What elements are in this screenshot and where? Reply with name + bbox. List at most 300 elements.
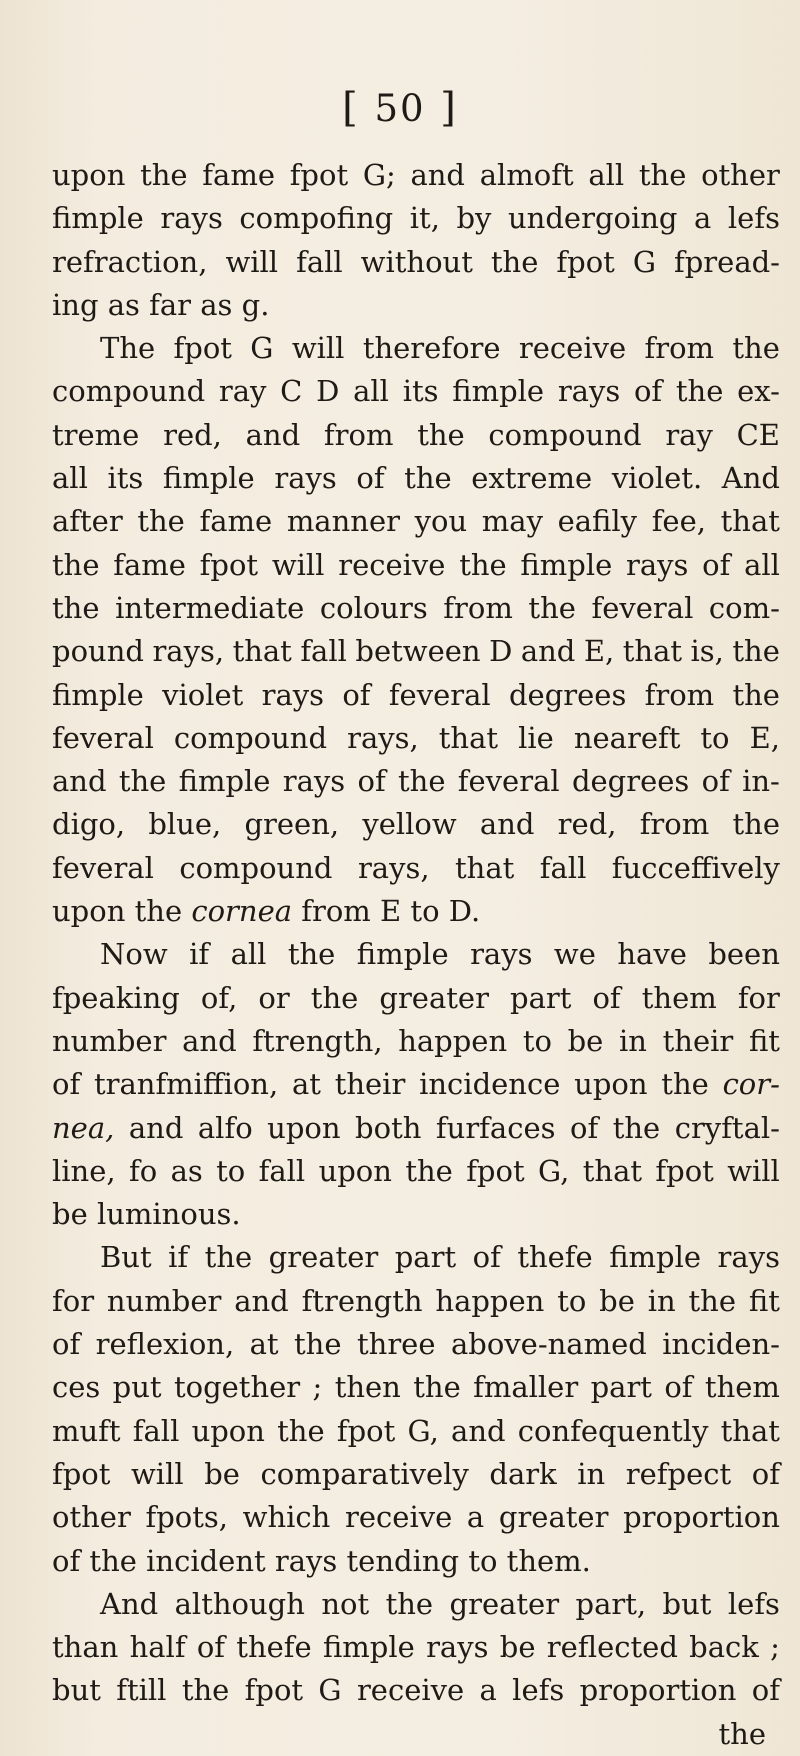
- word: the: [413, 1370, 461, 1405]
- word: manner: [286, 504, 400, 539]
- word: compound: [52, 374, 206, 409]
- text-line: [52, 1063, 780, 1106]
- text-line: [52, 674, 780, 717]
- word: luminous.: [96, 1197, 241, 1232]
- word: than: [52, 1630, 119, 1665]
- word: them.: [506, 1543, 591, 1578]
- word: and: [182, 1023, 237, 1058]
- word: will: [727, 1153, 780, 1188]
- word: fpot: [466, 1153, 525, 1188]
- word: And: [721, 461, 780, 496]
- word: fall: [300, 634, 347, 669]
- word: fpeaking: [52, 980, 180, 1015]
- word: their: [662, 1023, 734, 1058]
- word: red,: [557, 807, 617, 842]
- word: C: [280, 374, 303, 409]
- word: of: [472, 1240, 501, 1275]
- word: colours: [319, 590, 428, 625]
- word: its: [107, 461, 144, 496]
- word: have: [617, 937, 687, 972]
- word: degrees: [571, 764, 690, 799]
- word: fimple: [178, 764, 271, 799]
- word: of: [196, 1630, 226, 1665]
- text-line: [52, 1150, 780, 1193]
- word: violet: [162, 677, 244, 712]
- word: be: [204, 1456, 240, 1491]
- word: the: [459, 547, 507, 582]
- word: upon: [574, 1067, 648, 1102]
- text-line: [52, 1280, 780, 1323]
- word: to: [216, 1153, 246, 1188]
- word: to: [557, 1283, 587, 1318]
- word: G: [318, 1673, 342, 1708]
- word: greater: [449, 1586, 560, 1621]
- word: fmaller: [473, 1370, 579, 1405]
- word: rays: [282, 764, 346, 799]
- word: as: [170, 1153, 203, 1188]
- word: the: [404, 461, 452, 496]
- word: other: [701, 158, 780, 192]
- word: that: [438, 720, 499, 755]
- text-line: [52, 1107, 780, 1150]
- text-line: [52, 154, 780, 197]
- word: therefore: [362, 331, 501, 366]
- word: it,: [409, 201, 440, 236]
- word: Now: [100, 937, 168, 972]
- word: far: [149, 287, 201, 322]
- word: been: [708, 937, 780, 972]
- word: at: [249, 1327, 279, 1362]
- word: feveral: [591, 590, 694, 625]
- word: part: [510, 980, 572, 1015]
- word: compound: [179, 850, 333, 885]
- word: the: [310, 980, 359, 1015]
- word: or: [258, 980, 290, 1015]
- word: rays: [274, 461, 337, 496]
- word: refraction,: [52, 244, 208, 279]
- word: from: [323, 417, 394, 452]
- text-line: [52, 1236, 780, 1279]
- word: be: [599, 1283, 635, 1318]
- word: but: [52, 1673, 101, 1708]
- word: fit: [748, 1283, 780, 1318]
- word: of: [52, 1067, 81, 1102]
- word: three: [356, 1327, 436, 1362]
- word: fpots,: [145, 1500, 228, 1535]
- word: half: [129, 1630, 186, 1665]
- word: the: [612, 1110, 661, 1145]
- word: rays,: [152, 634, 225, 669]
- word: fall: [132, 1413, 180, 1448]
- text-line: [52, 587, 780, 630]
- word: its: [402, 374, 439, 409]
- word: cornea: [191, 894, 302, 929]
- word: fpot: [52, 1456, 111, 1491]
- word: confequently: [517, 1413, 709, 1448]
- word: the: [718, 1716, 766, 1751]
- word: compofing: [239, 201, 394, 236]
- word: the: [661, 1067, 709, 1102]
- word: as: [107, 287, 150, 322]
- word: other: [52, 1500, 131, 1535]
- word: part: [590, 1370, 652, 1405]
- word: fpot: [173, 331, 232, 366]
- word: neareft: [573, 720, 681, 755]
- word: upon: [318, 1153, 392, 1188]
- text-line: [52, 847, 780, 890]
- word: them: [641, 980, 717, 1015]
- text-line: [52, 327, 780, 370]
- word: the: [732, 331, 780, 366]
- word: incidence: [419, 1067, 561, 1102]
- word: receive: [518, 331, 627, 366]
- word: all: [353, 374, 389, 409]
- word: part: [394, 1240, 457, 1275]
- word: the: [732, 807, 780, 842]
- word: of: [701, 764, 730, 799]
- word: all: [588, 158, 625, 192]
- word: in: [577, 1456, 606, 1491]
- word: of: [751, 1673, 780, 1708]
- word: for: [52, 1283, 95, 1318]
- word: be: [567, 1023, 604, 1058]
- word: if: [168, 1240, 189, 1275]
- word: the: [181, 1673, 230, 1708]
- page-number: [0, 86, 800, 131]
- word: the: [89, 1543, 147, 1578]
- word: and: [451, 1413, 506, 1448]
- word: is,: [690, 634, 724, 669]
- word: you: [414, 504, 468, 539]
- word: feveral: [457, 764, 560, 799]
- word: and: [520, 634, 576, 669]
- word: thefe: [236, 1630, 312, 1665]
- word: refpect: [625, 1456, 732, 1491]
- word: line,: [52, 1153, 116, 1188]
- word: D: [316, 374, 340, 409]
- word: fame: [113, 547, 186, 582]
- word: dark: [489, 1456, 557, 1491]
- word: that: [232, 634, 292, 669]
- word: ftrength: [301, 1283, 423, 1318]
- word: the: [137, 504, 185, 539]
- text-line: [52, 1713, 780, 1756]
- word: fimple: [452, 374, 545, 409]
- word: for: [737, 980, 780, 1015]
- word: g.: [241, 287, 270, 322]
- text-line: [52, 500, 780, 543]
- word: in: [647, 1283, 676, 1318]
- word: a: [466, 1500, 485, 1535]
- word: ces: [52, 1370, 101, 1405]
- word: in-: [742, 764, 780, 799]
- word: yellow: [362, 807, 457, 842]
- word: rays: [261, 677, 325, 712]
- word: both: [355, 1110, 422, 1145]
- word: fee,: [651, 504, 706, 539]
- word: E,: [583, 634, 615, 669]
- word: the: [134, 894, 192, 929]
- word: to: [410, 894, 449, 929]
- word: of: [592, 980, 621, 1015]
- word: be: [52, 1197, 97, 1232]
- word: comparatively: [260, 1456, 469, 1491]
- word: the: [294, 1327, 342, 1362]
- word: and: [410, 158, 465, 192]
- word: the: [52, 547, 100, 582]
- text-line: [52, 457, 780, 500]
- word: E,: [749, 720, 780, 755]
- text-line: [52, 1193, 780, 1236]
- word: will: [291, 331, 345, 366]
- word: rays: [426, 1630, 489, 1665]
- word: reflexion,: [95, 1327, 235, 1362]
- word: nea,: [52, 1110, 115, 1145]
- word: G,: [407, 1413, 439, 1448]
- word: fall: [539, 850, 587, 885]
- word: furfaces: [435, 1110, 556, 1145]
- word: lefs: [727, 201, 780, 236]
- word: as: [200, 287, 242, 322]
- word: that: [622, 634, 683, 669]
- word: ftill: [116, 1673, 167, 1708]
- word: of: [664, 1370, 693, 1405]
- text-line: [52, 370, 780, 413]
- word: that: [720, 504, 780, 539]
- text-line: [52, 933, 780, 976]
- word: red,: [163, 417, 222, 452]
- word: number: [52, 1023, 167, 1058]
- word: proportion: [579, 1673, 737, 1708]
- text-line: [52, 1366, 780, 1409]
- body-text: [52, 154, 780, 1756]
- word: and: [128, 1110, 184, 1145]
- word: D.: [448, 894, 481, 929]
- word: and: [245, 417, 301, 452]
- word: part,: [575, 1586, 647, 1621]
- word: number: [106, 1283, 222, 1318]
- word: rays,: [347, 720, 419, 755]
- word: greater: [379, 980, 489, 1015]
- text-line: [52, 414, 780, 457]
- word: rays,: [357, 850, 430, 885]
- word: of: [52, 1543, 90, 1578]
- word: lefs: [512, 1673, 565, 1708]
- word: The: [100, 331, 156, 366]
- word: of: [751, 1456, 780, 1491]
- word: pound: [52, 634, 144, 669]
- word: and: [234, 1283, 289, 1318]
- word: at: [291, 1067, 321, 1102]
- word: from: [639, 807, 710, 842]
- word: that: [720, 1413, 780, 1448]
- word: of: [52, 1327, 81, 1362]
- word: compound: [173, 720, 328, 755]
- word: cor-: [722, 1067, 780, 1102]
- word: happen: [398, 1023, 508, 1058]
- word: the: [397, 764, 446, 799]
- word: after: [52, 504, 123, 539]
- text-line: [52, 1626, 780, 1669]
- text-line: [52, 803, 780, 846]
- word: without: [360, 244, 473, 279]
- word: fit: [748, 1023, 780, 1058]
- word: lie: [518, 720, 554, 755]
- word: the: [732, 677, 780, 712]
- word: the: [417, 417, 465, 452]
- word: ;: [770, 1630, 780, 1665]
- word: the: [287, 937, 336, 972]
- word: them: [704, 1370, 780, 1405]
- text-line: [52, 1669, 780, 1712]
- word: green,: [244, 807, 340, 842]
- word: in: [619, 1023, 647, 1058]
- text-line: [52, 1453, 780, 1496]
- word: although: [174, 1586, 305, 1621]
- word: fpot: [199, 547, 259, 582]
- word: above-named: [450, 1327, 647, 1362]
- word: receive: [345, 1500, 453, 1535]
- word: greater: [268, 1240, 379, 1275]
- word: incident: [146, 1543, 275, 1578]
- word: the: [204, 1240, 253, 1275]
- word: reflected: [546, 1630, 678, 1665]
- word: receive: [338, 547, 446, 582]
- word: of: [357, 764, 386, 799]
- word: rays: [160, 201, 223, 236]
- word: the: [528, 590, 576, 625]
- word: lefs: [727, 1586, 780, 1621]
- word: compound: [488, 417, 642, 452]
- word: eafily: [557, 504, 638, 539]
- word: treme: [52, 417, 140, 452]
- word: from: [301, 894, 381, 929]
- word: from: [644, 677, 715, 712]
- word: all: [230, 937, 267, 972]
- word: fpot: [556, 244, 615, 279]
- word: feveral: [388, 677, 491, 712]
- word: of: [570, 1110, 599, 1145]
- word: upon: [267, 1110, 341, 1145]
- word: will: [225, 244, 279, 279]
- word: the: [675, 374, 724, 409]
- word: from: [644, 331, 715, 366]
- word: thefe: [517, 1240, 593, 1275]
- text-line: [52, 760, 780, 803]
- word: G: [250, 331, 274, 366]
- word: extreme: [471, 461, 593, 496]
- word: fimple: [52, 201, 144, 236]
- word: greater: [498, 1500, 609, 1535]
- word: rays: [470, 937, 533, 972]
- word: rays: [274, 1543, 347, 1578]
- word: fall: [258, 1153, 306, 1188]
- word: from: [443, 590, 513, 625]
- word: ray: [218, 374, 267, 409]
- text-line: [52, 1496, 780, 1539]
- word: ftrength,: [252, 1023, 383, 1058]
- text-line: [52, 284, 780, 327]
- text-line: [52, 1323, 780, 1366]
- text-line: [52, 1540, 780, 1583]
- word: put: [112, 1370, 162, 1405]
- word: receive: [356, 1673, 465, 1708]
- word: CE: [736, 417, 780, 452]
- word: fimple: [52, 677, 144, 712]
- word: blue,: [148, 807, 222, 842]
- word: together: [173, 1370, 301, 1405]
- word: the: [638, 158, 687, 192]
- word: cryftal-: [674, 1110, 780, 1145]
- word: be: [499, 1630, 536, 1665]
- word: back: [689, 1630, 759, 1665]
- word: upon: [191, 1413, 265, 1448]
- word: fame: [199, 504, 273, 539]
- word: But: [100, 1240, 152, 1275]
- word: fo: [128, 1153, 158, 1188]
- text-line: [52, 630, 780, 673]
- word: fimple: [609, 1240, 702, 1275]
- text-line: [52, 1583, 780, 1626]
- word: fimple: [162, 461, 255, 496]
- word: of: [702, 547, 731, 582]
- word: alfo: [197, 1110, 253, 1145]
- word: may: [481, 504, 543, 539]
- text-line: [52, 197, 780, 240]
- word: muft: [52, 1413, 121, 1448]
- word: rays: [626, 547, 689, 582]
- word: the: [405, 1153, 453, 1188]
- word: fimple: [322, 1630, 415, 1665]
- word: fucceffively: [611, 850, 780, 885]
- word: the: [490, 244, 539, 279]
- word: of: [356, 461, 385, 496]
- text-line: [52, 717, 780, 760]
- word: almoft: [479, 158, 574, 192]
- word: by: [456, 201, 492, 236]
- word: undergoing: [508, 201, 678, 236]
- word: ing: [52, 287, 108, 322]
- word: happen: [435, 1283, 545, 1318]
- text-line: [52, 977, 780, 1020]
- text-line: [52, 890, 780, 933]
- left-bracket: [: [342, 85, 375, 131]
- word: we: [553, 937, 596, 972]
- word: fpread-: [674, 244, 780, 279]
- word: but: [662, 1586, 712, 1621]
- text-line: [52, 544, 780, 587]
- word: violet.: [611, 461, 703, 496]
- word: tending: [346, 1543, 469, 1578]
- word: and: [52, 764, 107, 799]
- word: fpot: [289, 158, 349, 192]
- word: fall: [296, 244, 343, 279]
- word: if: [189, 937, 210, 972]
- word: com-: [708, 590, 780, 625]
- word: G;: [362, 158, 396, 192]
- word: to: [468, 1543, 507, 1578]
- word: of: [633, 374, 663, 409]
- text-line: [52, 1410, 780, 1453]
- word: fpot: [655, 1153, 714, 1188]
- word: And: [100, 1586, 159, 1621]
- word: between: [355, 634, 481, 669]
- word: upon: [52, 158, 126, 192]
- word: the: [140, 158, 188, 192]
- word: ;: [312, 1370, 323, 1405]
- word: intermediate: [115, 590, 305, 625]
- text-line: [52, 1020, 780, 1063]
